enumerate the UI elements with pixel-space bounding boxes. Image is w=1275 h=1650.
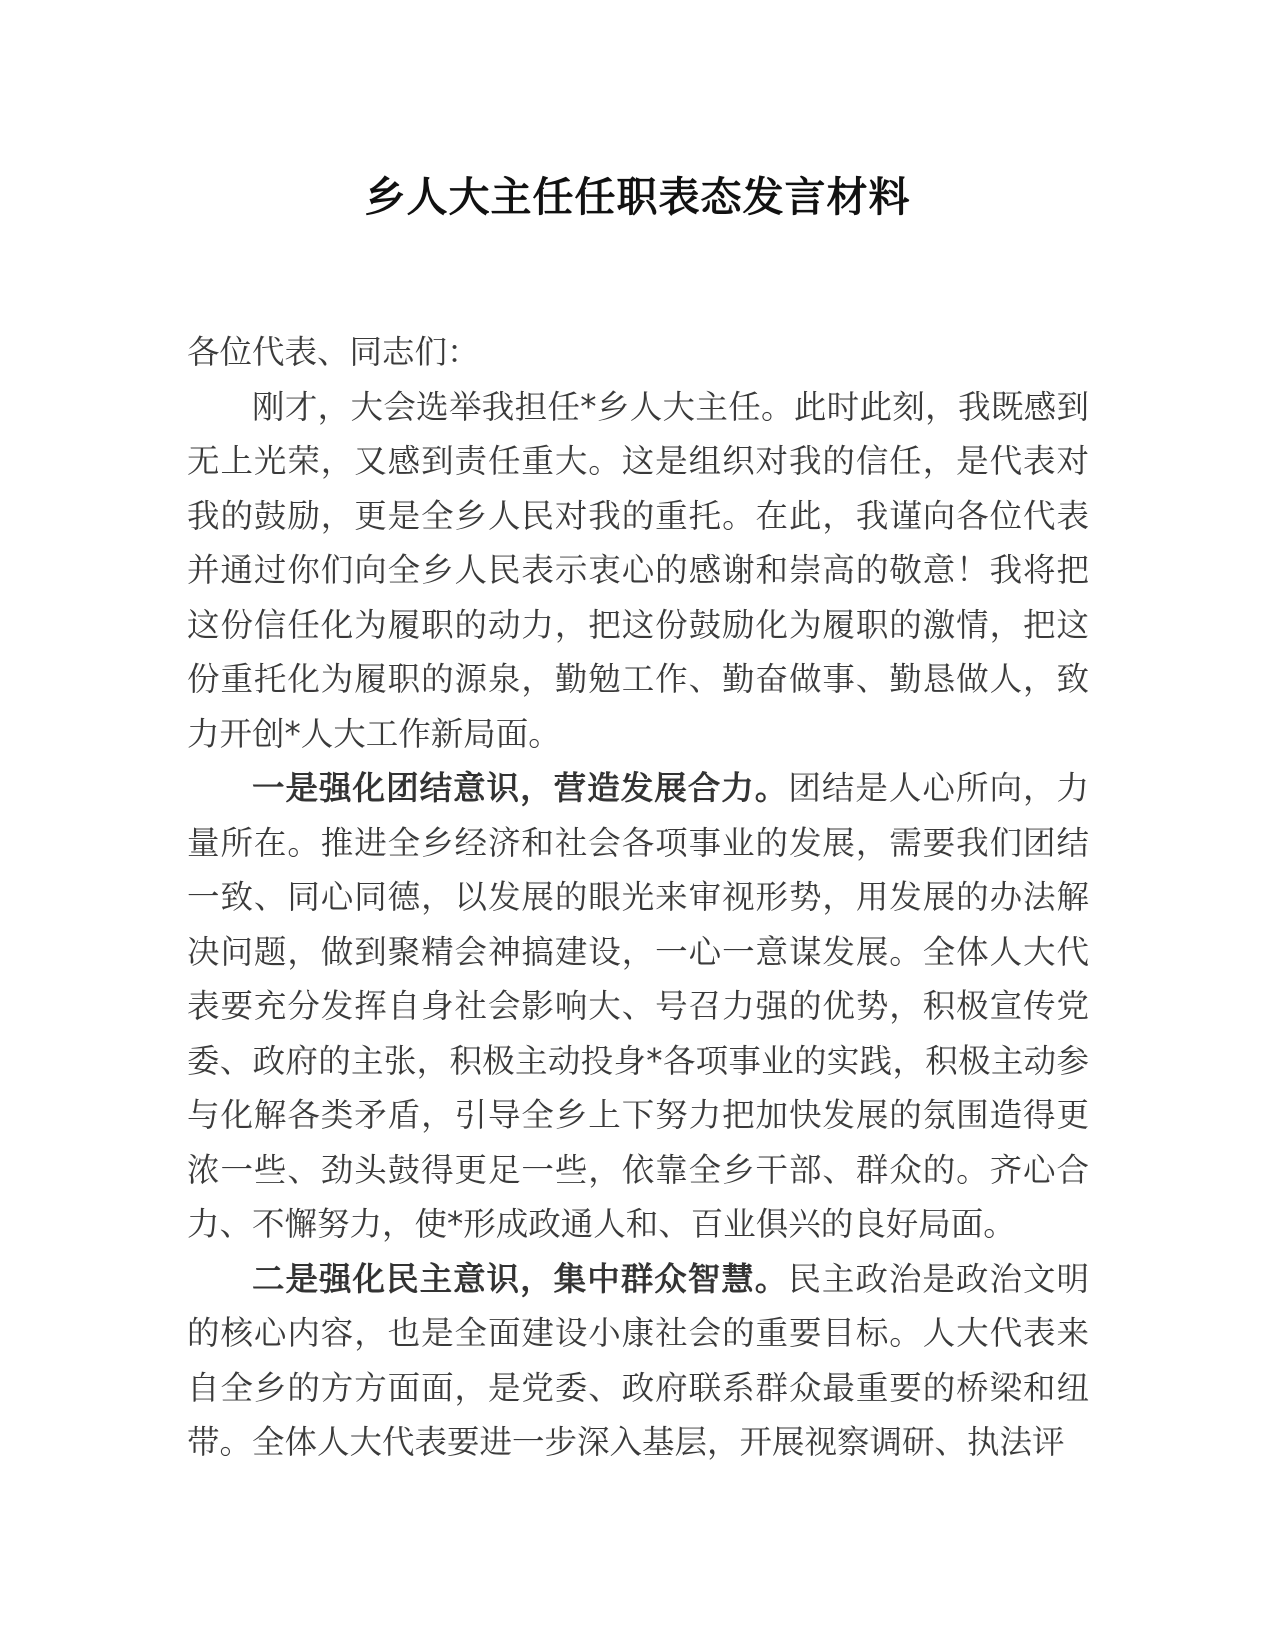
paragraph-intro: 刚才，大会选举我担任*乡人大主任。此时此刻，我既感到无上光荣，又感到责任重大。这是组织对我的信任，是代表对我的鼓励，更是全乡人民对我的重托。在此，我谨向各位代表并通过你们向全乡人民表示衷心的感谢和崇高的敬意！我将把这份信任化为履职的动力，把这份鼓励化为履职的激情，把这份重托化为履职的源泉，勤勉工作、勤奋做事、勤恳做人，致力开创*人大工作新局面。: [187, 387, 1089, 753]
section-1-body: 团结是人心所向，力量所在。推进全乡经济和社会各项事业的发展，需要我们团结一致、同心同德，以发展的眼光来审视形势，用发展的办法解决问题，做到聚精会神搞建设，一心一意谋发展。全体人大代表要充分发挥自身社会影响大、号召力强的优势，积极宣传党委、政府的主张，积极主动投身*各项事业的实践，积极主动参与化解各类矛盾，引导全乡上下努力把加快发展的氛围造得更浓一些、劲头鼓得更足一些，依靠全乡干部、群众的。齐心合力、不懈努力，使*形成政通人和、百业俱兴的良好局面。: [187, 769, 1089, 1243]
paragraph-section-2: [187, 1252, 1089, 1470]
section-2-body: 民主政治是政治文明的核心内容，也是全面建设小康社会的重要目标。人大代表来自全乡的方方面面，是党委、政府联系群众最重要的桥梁和纽带。全体人大代表要进一步深入基层，开展视察调研、执法评: [187, 1259, 1089, 1461]
document-title: 乡人大主任任职表态发言材料: [364, 173, 911, 222]
paragraph-section-1: [187, 761, 1089, 1252]
section-1-heading: 一是强化团结意识，营造发展合力。: [252, 769, 789, 807]
section-2-heading: 二是强化民主意识，集中群众智慧。: [252, 1259, 789, 1298]
salutation: 各位代表、同志们：: [187, 333, 480, 371]
document-body: [187, 325, 1089, 1470]
